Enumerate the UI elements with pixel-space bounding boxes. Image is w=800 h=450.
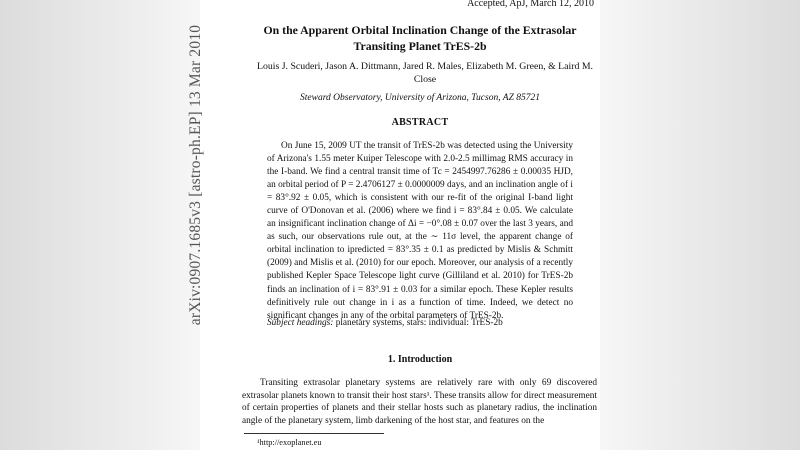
paper-title: On the Apparent Orbital Inclination Change of the Extrasolar Transiting Planet TrES-2b <box>263 23 577 53</box>
subject-headings-label: Subject headings: <box>267 318 334 328</box>
subject-headings <box>267 318 587 328</box>
abstract-heading: ABSTRACT <box>391 117 449 128</box>
footnote-rule <box>244 433 384 434</box>
footnote: ¹http://exoplanet.eu <box>257 438 322 447</box>
right-margin-shade <box>595 0 800 450</box>
acceptance-note: Accepted, ApJ, March 12, 2010 <box>467 0 594 9</box>
abstract-body <box>267 140 573 323</box>
paper-authors: Louis J. Scuderi, Jason A. Dittmann, Jared R. Males, Elizabeth M. Green, & Laird M. Close <box>256 61 594 85</box>
section-heading-introduction: 1. Introduction <box>387 354 453 365</box>
introduction-paragraph: Transiting extrasolar planetary systems are relatively rare with only 69 discovered extrasolar planets known to transit their host stars¹. These transits allow for direct measurement of certain properties of planets and their stellar hosts such as planetary radius, the inclination angle of the planetary system, limb darkening of the host star, and features on the <box>242 378 597 426</box>
left-margin-shade <box>0 0 205 450</box>
arxiv-identifier-stamp: arXiv:0907.1685v3 [astro-ph.EP] 13 Mar 2010 <box>187 24 204 326</box>
subject-headings-value: planetary systems, stars: individual: TrES-2b <box>335 318 503 328</box>
abstract-paragraph: On June 15, 2009 UT the transit of TrES-2b was detected using the University of Arizona's 1.55 meter Kuiper Telescope with 2.0-2.5 millimag RMS accuracy in the I-band. We find a central transit time of Tc = 2454997.76286 ± 0.00035 HJD, an orbital period of P = 2.4706127 ± 0.0000009 days, and an inclination angle of i = 83°.92 ± 0.05, which is consistent with our re-fit of the original I-band light curve of O'Donovan et al. (2006) where we find i = 83°.84 ± 0.05. We calculate an insignificant inclination change of Δi = −0°.08 ± 0.07 over the last 3 years, and as such, our observations rule out, at the ∼ 11σ level, the apparent change of orbital inclination to ipredicted = 83°.35 ± 0.1 as predicted by Mislis & Schmitt (2009) and Mislis et al. (2010) for our epoch. Moreover, our analysis of a recently published Kepler Space Telescope light curve (Gilliland et al. 2010) for TrES-2b finds an inclination of i = 83°.91 ± 0.03 for a similar epoch. These Kepler results definitively rule out change in i as a function of time. Indeed, we detect no significant changes in any of the orbital parameters of TrES-2b. <box>267 141 573 321</box>
paper-affiliation: Steward Observatory, University of Arizona, Tucson, AZ 85721 <box>300 93 540 103</box>
introduction-body <box>242 377 597 427</box>
